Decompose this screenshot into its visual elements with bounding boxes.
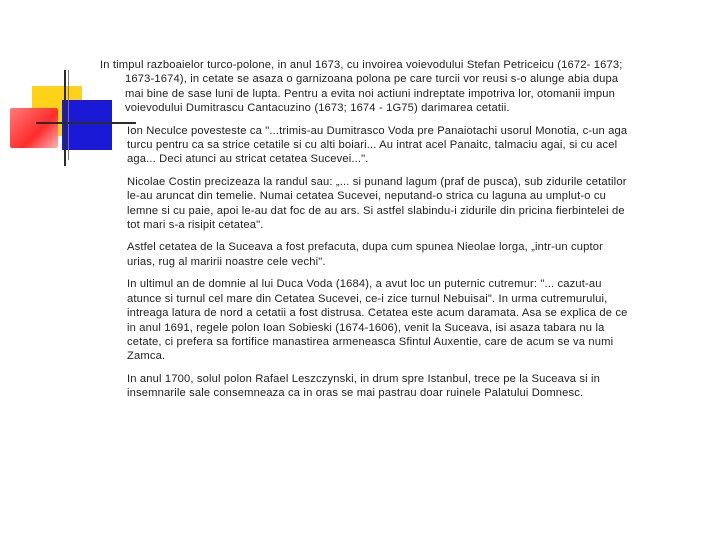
decor-vertical-line-thin bbox=[68, 70, 69, 160]
paragraph-cutremur: In ultimul an de domnie al lui Duca Voda (1684), a avut loc un puternic cutremur: "... cazut-au atunce si turnul cel mare din Cetatea Sucevei, ce-i zice turnul Nebuisai". In urma cutremurului, intreaga latura de nord a cetatii a fost distrusa. Cetatea este acum daramata. Asa se explica de ce in anul 1691, regele polon Ioan Sobieski (1674-1606), venit la Suceava, isi asaza tabara nu la cetate, ci prefera sa fortifice manastirea armeneasca Sfintul Auxentie, care de acum se va numi Zamca. bbox=[127, 278, 628, 363]
document-body bbox=[100, 58, 630, 409]
paragraph-1700: In anul 1700, solul polon Rafael Leszczynski, in drum spre Istanbul, trece pe la Suceava si in insemnarile sale consemneaza ca in oras se mai pastrau doar ruinele Palatului Domnesc. bbox=[127, 372, 601, 400]
decor-vertical-line bbox=[64, 70, 66, 166]
paragraph-intro: In timpul razboaielor turco-polone, in anul 1673, cu invoirea voievodului Stefan Petriceicu (1672- 1673; 1673-1674), in cetate se asaza o garnizoana polona pe care turcii vor reusi s-o alunge abia dupa mai bine de sase luni de lupta. Pentru a evita noi actiuni indreptate impotriva lor, otomanii impun voievodului Dumitrascu Cantacuzino (1673; 1674 - 1G75) darimarea cetatii. bbox=[100, 59, 623, 115]
paragraph-costin: Nicolae Costin precizeaza la randul sau: „... si punand lagum (praf de pusca), sub zidurile cetatilor le-au aruncat din temelie. Numai cetatea Sucevei, neputand-o strica cu laguna au umplut-o cu lemne si cu paie, apoi le-au dat foc de au ars. Si astfel slabindu-i zidurile din pricina fierbintelei de tot mari s-a risipit cetatea". bbox=[127, 175, 627, 232]
decor-red-square bbox=[10, 108, 58, 148]
paragraph-iorga: Astfel cetatea de la Suceava a fost prefacuta, dupa cum spunea Nieolae lorga, „intr-un cuptor urias, rug al maririi noastre cele vechi". bbox=[127, 241, 604, 268]
paragraph-neculce: Ion Neculce povesteste ca "...trimis-au Dumitrasco Voda pre Panaiotachi usorul Monotia, c-un aga turcu pentru ca sa strice cetatile si cu alti boiari... Au intrat acel Panaitc, talmaciu agai, si cu acel aga... Deci atunci au stricat cetatea Sucevei...". bbox=[127, 124, 628, 166]
